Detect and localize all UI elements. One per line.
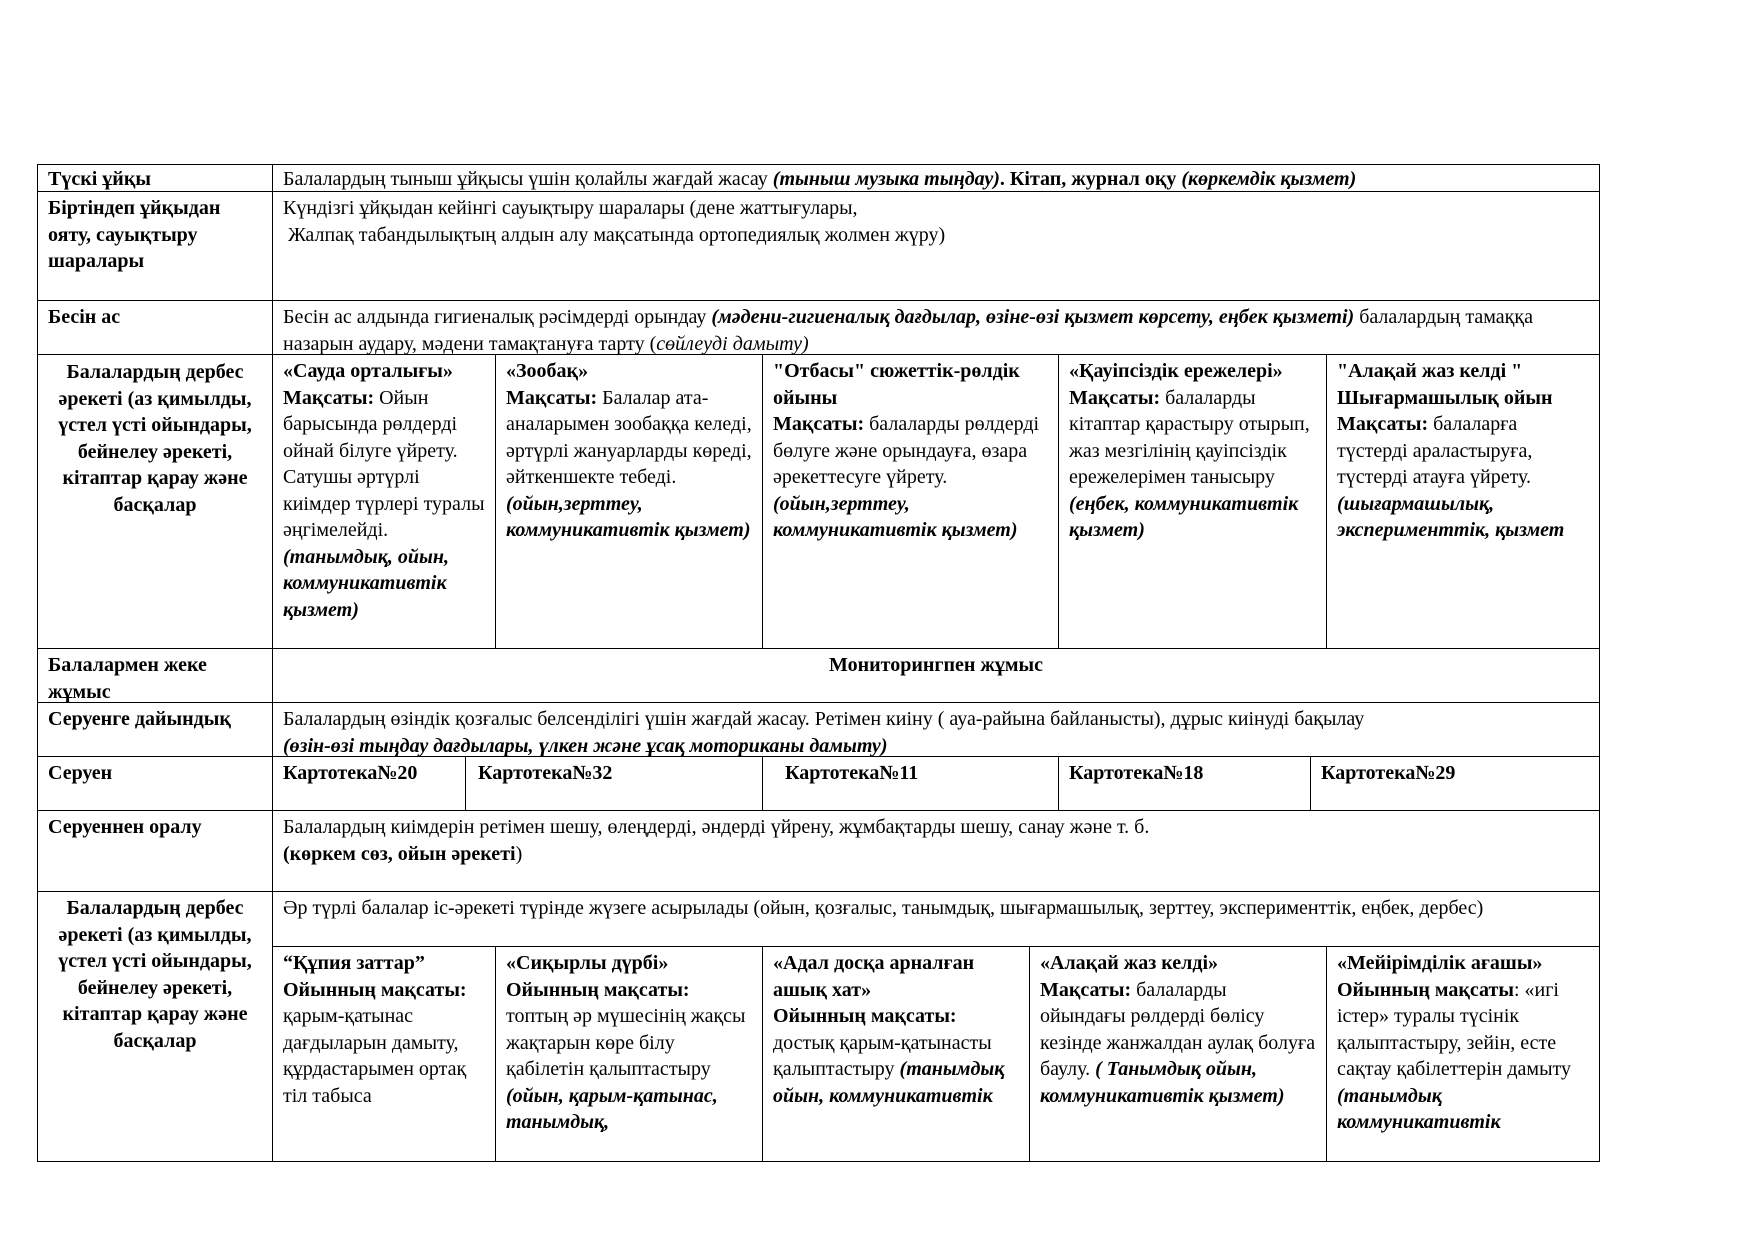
- activity-2-goal-label: Мақсаты:: [506, 386, 598, 409]
- activity-3-title: "Отбасы" сюжеттік-рөлдік ойыны: [773, 360, 1020, 409]
- return-walk-tag-close: ): [515, 842, 523, 865]
- game-3-goal-label: Ойынның мақсаты:: [773, 1005, 957, 1027]
- walk-prep-line-1: Балалардың өзіндік қозғалыс белсенділігі үшін жағдай жасау. Ретімен киіну ( ауа-райына байланысты), дұрыс киінуді бақылау: [283, 708, 1365, 730]
- row-content-wakeup: [272, 191, 1600, 301]
- row-label-nap: Түскі ұйқы: [37, 164, 273, 192]
- row-content-walk-prep: [272, 702, 1600, 757]
- row-label-wakeup: Біртіндеп ұйқыдан ояту, сауықтыру шаралары: [37, 191, 273, 301]
- game-col-2: [495, 946, 763, 1162]
- snack-text-e: ): [801, 332, 809, 355]
- row-label-return-walk: Серуеннен оралу: [37, 810, 273, 892]
- game-3-tag: (танымдық ойын, коммуникативтік: [773, 1058, 1005, 1107]
- snack-text-d: сөйлеуді дамыту: [656, 332, 802, 355]
- game-2-goal-label: Ойынның мақсаты:: [506, 978, 690, 1001]
- activity-1-goal-label: Мақсаты:: [283, 386, 375, 409]
- activity-1-tag: (танымдық, ойын, коммуникативтік қызмет): [283, 545, 449, 621]
- row-label-snack: Бесін ас: [37, 300, 273, 355]
- activity-col-2: [495, 354, 763, 649]
- walk-card-2: Картотека№32: [465, 756, 763, 811]
- game-5-goal-label: Ойынның мақсаты: [1337, 978, 1514, 1001]
- nap-text-a: Балалардың тыныш ұйқысы үшін қолайлы жағдай жасау: [283, 168, 773, 190]
- snack-text-a: Бесін ас алдында гигиеналық рәсімдерді орындау: [283, 306, 712, 328]
- activity-1-goal: Ойын барысында рөлдерді ойнай білуге үйрету. Сатушы әртүрлі киімдер түрлері туралы әңгімелейді.: [283, 386, 485, 541]
- row-label-independent-activity-2: Балалардың дербес әрекеті (аз қимылды, үстел үсті ойындары, бейнелеу әрекеті, кітаптар қарау және басқалар: [37, 891, 273, 1162]
- nap-text-d: (көркемдік қызмет): [1181, 168, 1357, 190]
- nap-text-b: (тыныш музыка тыңдау): [772, 168, 1000, 190]
- independent-activity-intro: Әр түрлі балалар іс-әрекеті түрінде жүзеге асырылады (ойын, қозғалыс, танымдық, шығармашылық, зерттеу, эксперименттік, еңбек, дербес): [272, 891, 1600, 947]
- activity-3-tag: (ойын,зерттеу, коммуникативтік қызмет): [773, 492, 1018, 541]
- row-content-individual-work: Мониторингпен жұмыс: [272, 648, 1600, 703]
- nap-text-c: . Кітап, журнал оқу: [999, 168, 1182, 190]
- activity-col-5: [1326, 354, 1600, 649]
- walk-prep-line-2: (өзін-өзі тыңдау дағдылары, үлкен және ұсақ моториканы дамыту): [283, 734, 888, 757]
- wakeup-line-1: Күндізгі ұйқыдан кейінгі сауықтыру шаралары (дене жаттығулары,: [283, 197, 858, 219]
- walk-card-4: Картотека№18: [1058, 756, 1311, 811]
- row-label-independent-activity: Балалардың дербес әрекеті (аз қимылды, үстел үсті ойындары, бейнелеу әрекеті, кітаптар қарау және басқалар: [37, 354, 273, 649]
- activity-5-goal: балаларға түстерді араластыруға, түстерді атауға үйрету.: [1337, 413, 1533, 488]
- snack-text-c: балалардың тамаққа назарын аудару, мәдени тамақтануға тарту (: [283, 306, 1533, 355]
- walk-card-5: Картотека№29: [1310, 756, 1600, 811]
- row-content-return-walk: [272, 810, 1600, 892]
- activity-4-goal: балаларды кітаптар қарастыру отырып, жаз мезгілінің қауіпсіздік ережелерімен танысыру: [1069, 386, 1310, 488]
- game-2-tag: (ойын, қарым-қатынас, танымдық,: [506, 1084, 718, 1133]
- snack-text-b: (мәдени-гигиеналық дағдылар, өзіне-өзі қызмет көрсету, еңбек қызметі): [711, 306, 1355, 328]
- game-1-goal: қарым-қатынас дағдыларын дамыту, құрдастарымен ортақ тіл табыса: [283, 1005, 467, 1107]
- game-5-tag: (танымдық коммуникативтік: [1337, 1084, 1501, 1133]
- activity-4-title: «Қауіпсіздік ережелері»: [1069, 360, 1283, 382]
- activity-5-goal-label: Мақсаты:: [1337, 413, 1429, 435]
- game-1-title: “Құпия заттар”: [283, 952, 425, 974]
- game-3-title: «Адал досқа арналған ашық хат»: [773, 952, 975, 1001]
- game-3-goal: достық қарым-қатынасты қалыптастыру: [773, 1031, 992, 1080]
- activity-4-goal-label: Мақсаты:: [1069, 386, 1161, 409]
- activity-col-1: [272, 354, 496, 649]
- activity-3-goal-label: Мақсаты:: [773, 413, 865, 435]
- row-content-nap: [272, 164, 1600, 192]
- wakeup-line-2: Жалпақ табандылықтың алдын алу мақсатында ортопедиялық жолмен жүру): [283, 223, 946, 246]
- activity-5-title: "Алақай жаз келді " Шығармашылық ойын: [1337, 360, 1553, 409]
- activity-col-3: [762, 354, 1059, 649]
- row-label-walk-prep: Серуенге дайындық: [37, 702, 273, 757]
- return-walk-tag: (көркем сөз, ойын әрекеті: [283, 842, 516, 865]
- row-label-individual-work: Балалармен жеке жұмыс: [37, 648, 273, 703]
- row-label-walk: Серуен: [37, 756, 273, 811]
- activity-1-title: «Сауда орталығы»: [283, 360, 453, 382]
- activity-4-tag: (еңбек, коммуникативтік қызмет): [1069, 492, 1299, 541]
- activity-3-goal: балаларды рөлдерді бөлуге және орындауға, өзара әрекеттесуге үйрету.: [773, 413, 1040, 488]
- row-content-snack: [272, 300, 1600, 355]
- game-col-1: [272, 946, 496, 1162]
- walk-card-3: Картотека№11: [762, 756, 1059, 811]
- game-col-4: [1029, 946, 1327, 1162]
- activity-2-goal: Балалар ата-аналарымен зообаққа келеді, әртүрлі жануарларды көреді, әйткеншекте тебеді.: [506, 386, 752, 488]
- game-4-tag: ( Танымдық ойын, коммуникативтік қызмет): [1040, 1058, 1285, 1107]
- game-1-goal-label: Ойынның мақсаты:: [283, 978, 467, 1001]
- walk-card-1: Картотека№20: [272, 756, 466, 811]
- game-2-goal: топтың әр мүшесінің жақсы жақтарын көре білу қабілетін қалыптастыру: [506, 1005, 746, 1080]
- game-4-goal-label: Мақсаты:: [1040, 978, 1132, 1001]
- activity-col-4: [1058, 354, 1327, 649]
- activity-5-tag: (шығармашылық, эксперименттік, қызмет: [1337, 492, 1565, 541]
- game-2-title: «Сиқырлы дүрбі»: [506, 952, 669, 974]
- game-col-5: [1326, 946, 1600, 1162]
- game-5-title: «Мейірімділік ағашы»: [1337, 952, 1543, 974]
- return-walk-line-1: Балалардың киімдерін ретімен шешу, өлеңдерді, әндерді үйрену, жұмбақтарды шешу, санау және т. б.: [283, 816, 1150, 838]
- game-4-title: «Алақай жаз келді»: [1040, 952, 1219, 974]
- game-col-3: [762, 946, 1030, 1162]
- activity-2-title: «Зообақ»: [506, 360, 589, 382]
- game-5-goal: : «игі істер» туралы түсінік қалыптастыру, зейін, есте сақтау қабілеттерін дамыту: [1337, 978, 1571, 1080]
- game-4-goal: балаларды ойындағы рөлдерді бөлісу кезінде жанжалдан аулақ болуға баулу.: [1040, 978, 1316, 1080]
- activity-2-tag: (ойын,зерттеу, коммуникативтік қызмет): [506, 492, 751, 541]
